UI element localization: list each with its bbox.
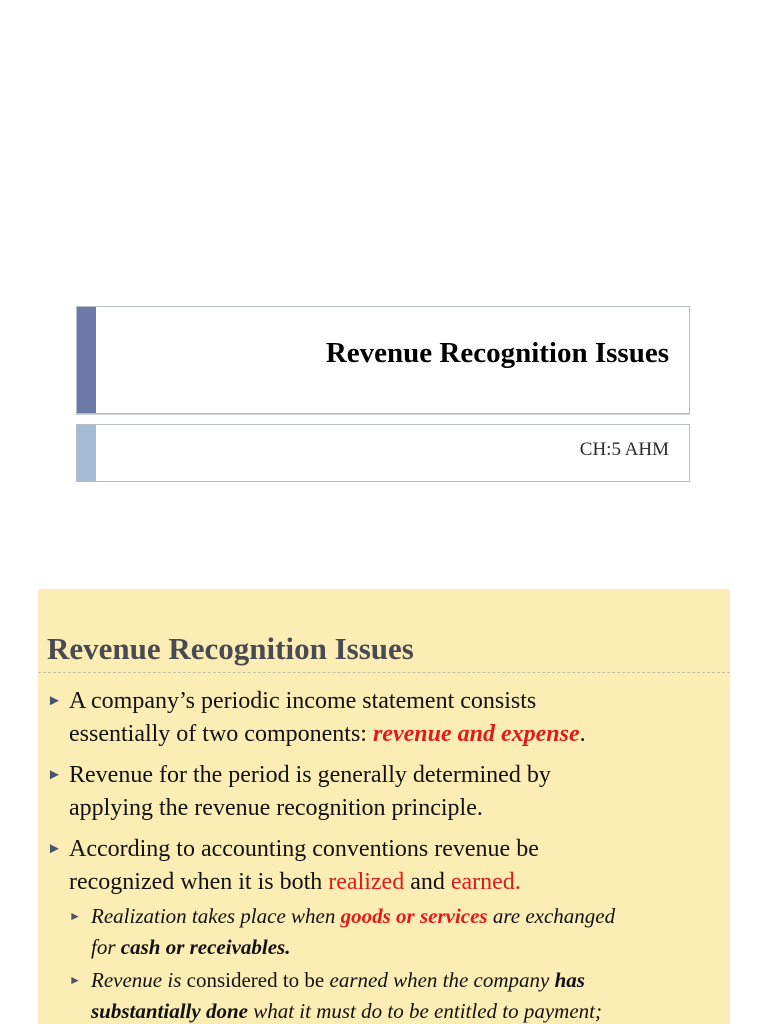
content-slide-title: Revenue Recognition Issues <box>47 631 414 666</box>
sub-bullet-line: considered to be <box>181 968 330 992</box>
content-slide <box>38 589 730 1024</box>
sub-bullet-text <box>69 901 719 963</box>
bullet-line: and <box>404 869 451 895</box>
sub-bullet-arrow-icon: ► <box>69 973 81 987</box>
slide-title: Revenue Recognition Issues <box>325 337 669 369</box>
bullet-line: According to accounting conventions revenue be <box>69 836 539 862</box>
sub-bullet-line: what it must do to be entitled to payment; <box>247 999 602 1023</box>
emphasis-text: realized <box>328 869 405 895</box>
bullet-line: essentially of two components: <box>69 721 373 747</box>
bullet-line: A company’s periodic income statement consists <box>69 688 537 714</box>
sub-bullet-text <box>69 965 719 1024</box>
bullet-arrow-icon: ► <box>47 693 62 709</box>
sub-bullet-line: earned when the company <box>329 968 555 992</box>
sub-bullet-arrow-icon: ► <box>69 909 81 923</box>
emphasis-text: has <box>554 968 585 992</box>
bullet-item <box>47 685 717 751</box>
bullet-item <box>47 833 717 899</box>
bullet-arrow-icon: ► <box>47 841 62 857</box>
bullet-arrow-icon: ► <box>47 767 62 783</box>
sub-bullet-line: Realization takes place when <box>91 904 341 928</box>
sub-bullet-line: Revenue is <box>91 968 182 992</box>
emphasis-text: earned <box>450 869 515 895</box>
bullet-text <box>47 685 717 751</box>
bullet-text <box>47 759 717 825</box>
sub-bullet-line: are exchanged <box>487 904 616 928</box>
bullet-item <box>47 759 717 825</box>
bullet-text <box>47 833 717 899</box>
sub-bullet-item <box>69 901 719 963</box>
emphasis-text: cash or receivables. <box>120 935 291 959</box>
bullet-line: recognized when it is both <box>69 869 329 895</box>
title-placeholder <box>76 306 690 414</box>
title-divider <box>38 672 730 673</box>
bullet-line: Revenue for the period is generally determined by <box>69 762 551 788</box>
slide-subtitle: CH:5 AHM <box>579 439 669 460</box>
sub-bullet-item <box>69 965 719 1024</box>
bullet-line: . <box>514 869 521 895</box>
emphasis-text: revenue and expense <box>372 721 580 747</box>
bullet-line: applying the revenue recognition principle. <box>69 795 483 821</box>
emphasis-text: goods or services <box>340 904 488 928</box>
subtitle-accent-bar <box>77 425 96 481</box>
sub-bullet-line: for <box>91 935 121 959</box>
bullet-line: . <box>579 721 586 747</box>
title-accent-bar <box>77 307 96 413</box>
subtitle-placeholder <box>76 424 690 482</box>
emphasis-text: substantially done <box>91 999 248 1023</box>
